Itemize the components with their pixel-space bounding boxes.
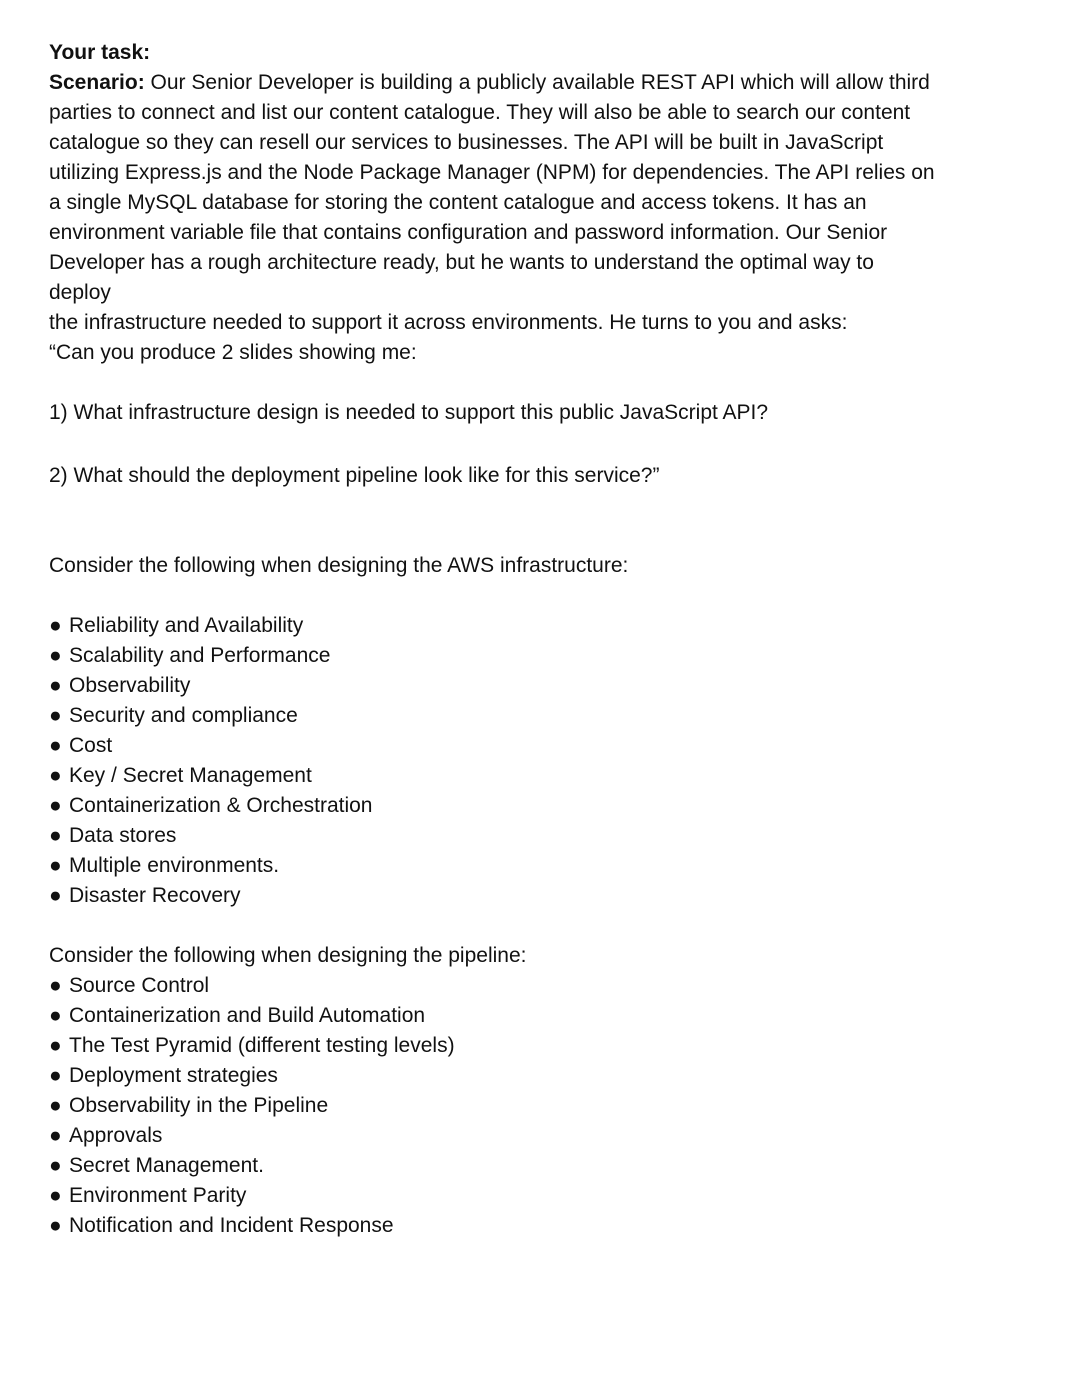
scenario-label: Scenario: bbox=[49, 71, 145, 94]
bullet-icon: ● bbox=[49, 674, 62, 697]
scenario-line: “Can you produce 2 slides showing me: bbox=[49, 341, 417, 364]
scenario-line: utilizing Express.js and the Node Package Manager (NPM) for dependencies. The API relies on bbox=[49, 161, 935, 184]
question-infrastructure: 1) What infrastructure design is needed to support this public JavaScript API? bbox=[49, 401, 769, 424]
question-pipeline: 2) What should the deployment pipeline look like for this service?” bbox=[49, 464, 660, 487]
list-item: ● Disaster Recovery bbox=[49, 881, 1039, 911]
list-item: ● Reliability and Availability bbox=[49, 611, 1039, 641]
list-item: ● The Test Pyramid (different testing levels) bbox=[49, 1031, 1039, 1061]
list-item: ● Containerization & Orchestration bbox=[49, 791, 1039, 821]
bullet-icon: ● bbox=[49, 704, 62, 727]
scenario-line: a single MySQL database for storing the content catalogue and access tokens. It has an bbox=[49, 191, 867, 214]
pipeline-heading: Consider the following when designing the pipeline: bbox=[49, 944, 527, 967]
list-item: ● Containerization and Build Automation bbox=[49, 1001, 1039, 1031]
bullet-icon: ● bbox=[49, 644, 62, 667]
scenario-line: Scenario: Our Senior Developer is building a publicly available REST API which will allow third bbox=[49, 71, 930, 94]
list-item: ● Deployment strategies bbox=[49, 1061, 1039, 1091]
bullet-icon: ● bbox=[49, 614, 62, 637]
infrastructure-heading: Consider the following when designing the AWS infrastructure: bbox=[49, 554, 629, 577]
list-item: ● Key / Secret Management bbox=[49, 761, 1039, 791]
list-item: ● Approvals bbox=[49, 1121, 1039, 1151]
scenario-line: Developer has a rough architecture ready, but he wants to understand the optimal way to bbox=[49, 251, 874, 274]
bullet-icon: ● bbox=[49, 764, 62, 787]
bullet-icon: ● bbox=[49, 824, 62, 847]
bullet-icon: ● bbox=[49, 1124, 62, 1147]
bullet-icon: ● bbox=[49, 884, 62, 907]
list-item: ● Cost bbox=[49, 731, 1039, 761]
bullet-icon: ● bbox=[49, 1154, 62, 1177]
scenario-paragraph bbox=[49, 68, 1039, 368]
bullet-icon: ● bbox=[49, 1004, 62, 1027]
bullet-icon: ● bbox=[49, 1214, 62, 1237]
task-title: Your task: bbox=[49, 41, 151, 64]
list-item: ● Observability in the Pipeline bbox=[49, 1091, 1039, 1121]
bullet-icon: ● bbox=[49, 1064, 62, 1087]
scenario-line: deploy bbox=[49, 281, 111, 304]
scenario-line: catalogue so they can resell our services to businesses. The API will be built in JavaScript bbox=[49, 131, 884, 154]
bullet-icon: ● bbox=[49, 1094, 62, 1117]
scenario-line: the infrastructure needed to support it across environments. He turns to you and asks: bbox=[49, 311, 848, 334]
bullet-icon: ● bbox=[49, 1184, 62, 1207]
list-item: ● Security and compliance bbox=[49, 701, 1039, 731]
list-item: ● Data stores bbox=[49, 821, 1039, 851]
list-item: ● Multiple environments. bbox=[49, 851, 1039, 881]
document-body bbox=[49, 38, 1039, 1241]
list-item: ● Notification and Incident Response bbox=[49, 1211, 1039, 1241]
bullet-icon: ● bbox=[49, 794, 62, 817]
bullet-icon: ● bbox=[49, 734, 62, 757]
list-item: ● Secret Management. bbox=[49, 1151, 1039, 1181]
scenario-line: environment variable file that contains configuration and password information. Our Senior bbox=[49, 221, 888, 244]
list-item: ● Observability bbox=[49, 671, 1039, 701]
bullet-icon: ● bbox=[49, 974, 62, 997]
bullet-icon: ● bbox=[49, 854, 62, 877]
pipeline-list bbox=[49, 971, 1039, 1241]
list-item: ● Scalability and Performance bbox=[49, 641, 1039, 671]
infrastructure-list bbox=[49, 611, 1039, 911]
bullet-icon: ● bbox=[49, 1034, 62, 1057]
list-item: ● Environment Parity bbox=[49, 1181, 1039, 1211]
list-item: ● Source Control bbox=[49, 971, 1039, 1001]
scenario-line: parties to connect and list our content catalogue. They will also be able to search our content bbox=[49, 101, 911, 124]
